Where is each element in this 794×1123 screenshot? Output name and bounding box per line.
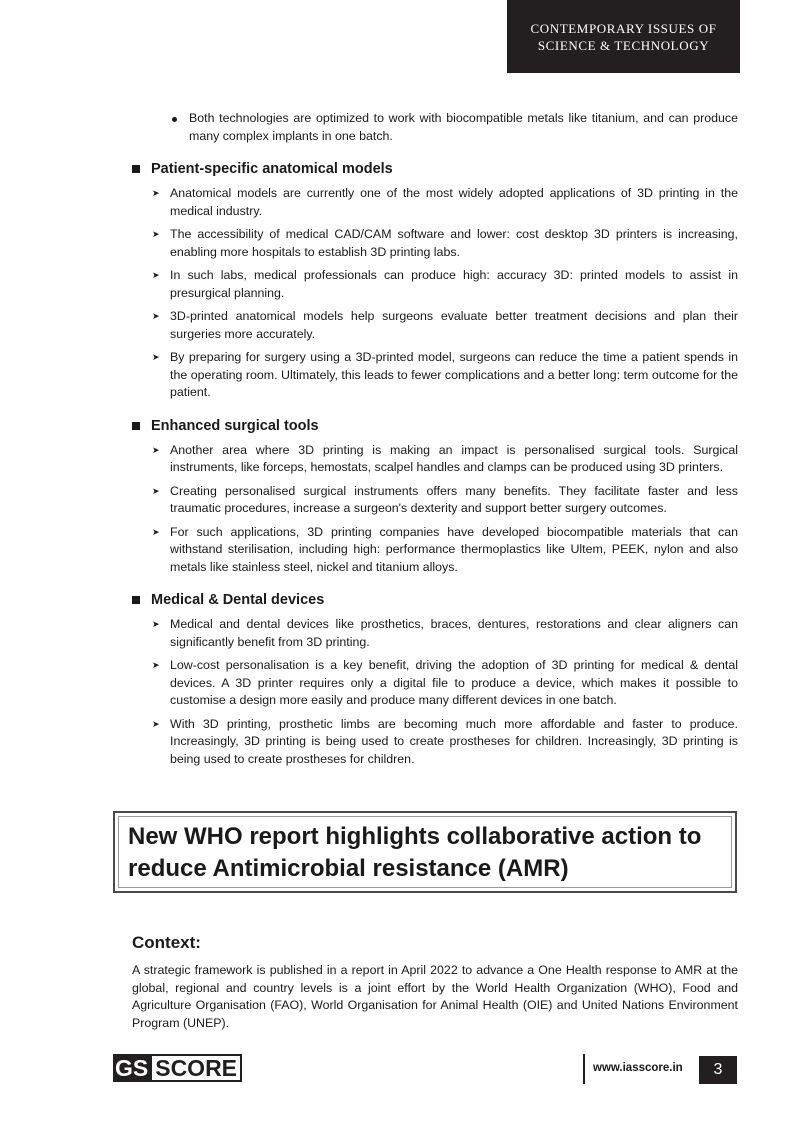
section-heading-text: Enhanced surgical tools: [151, 417, 319, 434]
list-item: [152, 349, 738, 402]
context-paragraph: A strategic framework is published in a report in April 2022 to advance a One Health response to AMR at the global, regional and country levels is a joint effort by the World Health Organization (WHO), Food and Agriculture Organisation (FAO), World Organisation for Animal Health (OIE) and United Nations Environment Program (UNEP).: [132, 963, 738, 1030]
list-item: [152, 716, 738, 769]
arrow-bullet-icon: ➤: [152, 270, 160, 280]
arrow-bullet-icon: ➤: [152, 444, 160, 455]
arrow-bullet-icon: ➤: [152, 229, 160, 239]
logo-part-gs: GS: [115, 1055, 149, 1081]
arrow-bullet-icon: ➤: [152, 660, 160, 670]
square-bullet-icon: [132, 596, 140, 604]
list-item: [152, 524, 738, 577]
header-line-2: SCIENCE & TECHNOLOGY: [537, 38, 710, 53]
arrow-bullet-icon: ➤: [152, 526, 160, 537]
section-heading: [132, 416, 738, 436]
header-tab: [507, 0, 740, 73]
list-item: [152, 616, 738, 651]
list-item: [152, 226, 738, 261]
list-item-text: The accessibility of medical CAD/CAM software and lower: cost desktop 3D printers is increasing, enabling more hospitals to establish 3D printing labs.: [170, 227, 738, 259]
list-item-text: For such applications, 3D printing companies have developed biocompatible materials that can withstand sterilisation, including high: performance thermoplastics like Ultem, PEEK, nylon and also metals like stainless steel, nickel and titanium alloys.: [170, 524, 738, 574]
list-item-text: Both technologies are optimized to work with biocompatible metals like titanium, and can produce many complex implants in one batch.: [189, 111, 738, 143]
bullet-dot-icon: [172, 117, 177, 122]
section-list: [132, 616, 738, 768]
square-bullet-icon: [132, 422, 140, 430]
list-item-text: Anatomical models are currently one of the most widely adopted applications of 3D printing in the medical industry.: [170, 186, 738, 218]
list-item: [152, 267, 738, 302]
square-bullet-icon: [132, 165, 140, 173]
section-heading: [132, 159, 738, 179]
list-item: [152, 308, 738, 343]
list-item-text: In such labs, medical professionals can produce high: accuracy 3D: printed models to assist in presurgical planning.: [170, 268, 738, 300]
header-line-1: CONTEMPORARY ISSUES OF: [530, 21, 717, 36]
list-item-text: Low-cost personalisation is a key benefit, driving the adoption of 3D printing for medical & dental devices. A 3D printer requires only a digital file to produce a device, which makes it possible to customise a design more easily and produce many different devices in one batch.: [170, 658, 738, 707]
list-item: [152, 657, 738, 710]
context-heading: Context:: [132, 933, 201, 952]
list-item-text: 3D-printed anatomical models help surgeons evaluate better treatment decisions and plan their surgeries more accurately.: [170, 309, 738, 341]
article-body: [132, 104, 738, 774]
list-item-text: Medical and dental devices like prosthetics, braces, dentures, restorations and clear aligners can significantly benefit from 3D printing.: [170, 617, 738, 649]
section-list: [132, 442, 738, 577]
article-title-box: [113, 811, 737, 893]
arrow-bullet-icon: ➤: [152, 311, 160, 321]
footer-url: www.iasscore.in: [593, 1062, 683, 1074]
gs-score-logo: [113, 1054, 242, 1082]
footer-divider: [583, 1054, 585, 1084]
list-item-text: By preparing for surgery using a 3D-printed model, surgeons can reduce the time a patient spends in the operating room. Ultimately, this leads to fewer complications and a better long: term outcome for the patient.: [170, 350, 738, 399]
arrow-bullet-icon: ➤: [152, 352, 160, 362]
list-item-text: Creating personalised surgical instruments offers many benefits. They facilitate faster and less traumatic procedures, increase a surgeon's dexterity and support better surgery outcomes.: [170, 483, 738, 515]
section-heading-text: Patient-specific anatomical models: [151, 161, 393, 177]
section-heading-text: Medical & Dental devices: [151, 592, 325, 608]
article-title: New WHO report highlights collaborative action to reduce Antimicrobial resistance (AMR): [128, 823, 702, 882]
logo-part-score: SCORE: [150, 1054, 242, 1082]
arrow-bullet-icon: ➤: [152, 718, 160, 729]
list-item: [152, 185, 738, 220]
page-number: 3: [699, 1056, 737, 1084]
list-item-text: Another area where 3D printing is making an impact is personalised surgical tools. Surgical instruments, like forceps, hemostats, scalpel handles and clamps can be produced using 3D printers.: [170, 442, 738, 474]
section-heading: [132, 590, 738, 610]
section-list: [132, 185, 738, 402]
list-item-text: With 3D printing, prosthetic limbs are becoming much more affordable and faster to produce. Increasingly, 3D printing is being used to create prostheses for children. Increasingly, 3D printing is being used to create prostheses for children.: [170, 716, 738, 766]
list-item: [152, 483, 738, 518]
intro-bullet-list: [132, 110, 738, 145]
arrow-bullet-icon: ➤: [152, 485, 160, 496]
list-item: [152, 442, 738, 477]
arrow-bullet-icon: ➤: [152, 619, 160, 629]
list-item: [189, 110, 738, 145]
arrow-bullet-icon: ➤: [152, 188, 160, 198]
